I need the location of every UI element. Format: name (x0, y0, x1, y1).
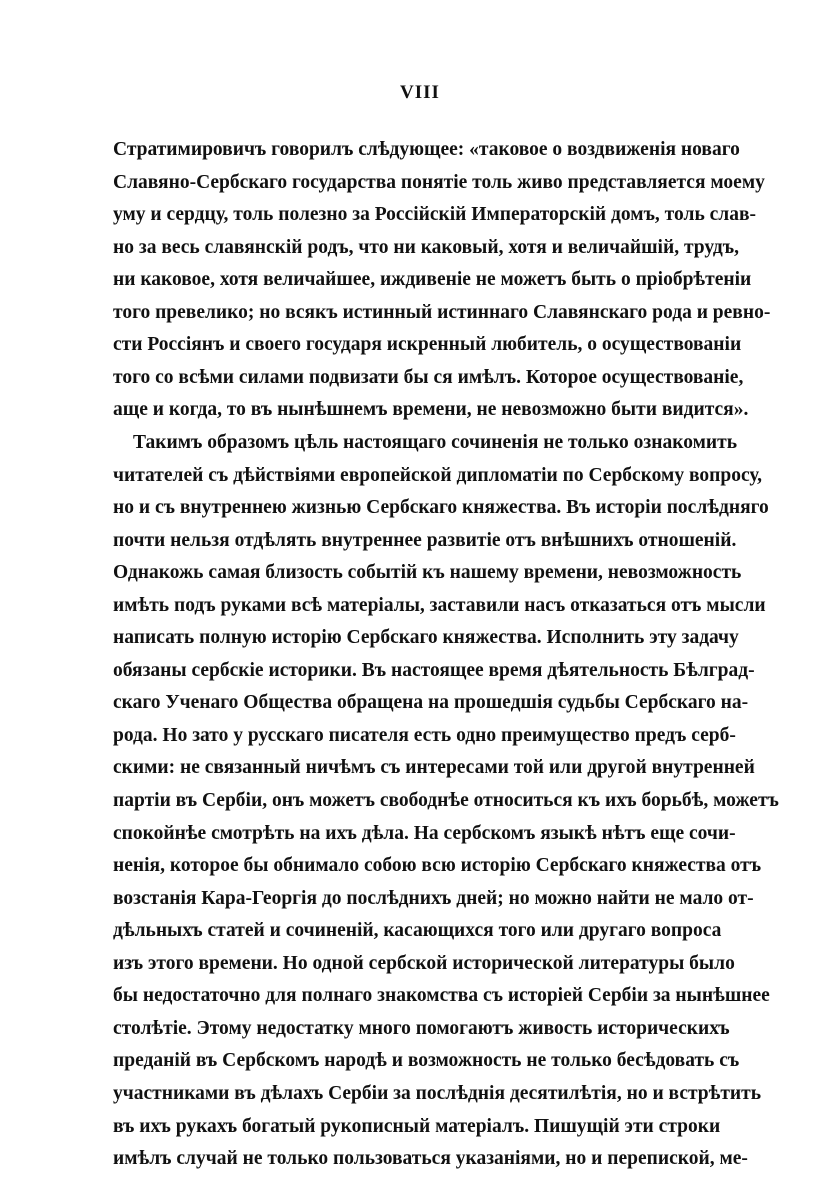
text-line: дѣльныхъ статей и сочиненій, касающихся того или другаго вопроса (113, 920, 722, 942)
text-line: преданій въ Сербскомъ народѣ и возможность не только бесѣдовать съ (113, 1050, 740, 1072)
text-line: въ ихъ рукахъ богатый рукописный матеріалъ. Пишущій эти строки (113, 1115, 721, 1137)
text-line: ненія, которое бы обнимало собою всю исторію Сербскаго княжества отъ (113, 855, 762, 877)
text-line: уму и сердцу, толь полезно за Россійскій Императорскій домъ, толь слав- (113, 204, 756, 226)
text-line: читателей съ дѣйствіями европейской дипломатіи по Сербскому вопросу, (113, 464, 763, 486)
text-line: Славяно-Сербскаго государства понятіе толь живо представляется моему (113, 171, 765, 193)
text-line: участниками въ дѣлахъ Сербіи за послѣднія десятилѣтія, но и встрѣтить (113, 1082, 762, 1104)
text-line: рода. Но зато у русскаго писателя есть одно преимущество предъ серб- (113, 724, 736, 746)
text-line: но и съ внутреннею жизнью Сербскаго княжества. Въ исторіи послѣдняго (113, 497, 769, 519)
text-line: бы недостаточно для полнаго знакомства съ исторіей Сербіи за нынѣшнее (113, 985, 770, 1007)
text-line: написать полную исторію Сербскаго княжества. Исполнить эту задачу (113, 627, 739, 649)
text-line: сти Россіянъ и своего государя искренный любитель, о осуществованіи (113, 334, 742, 356)
text-line: Стратимировичъ говорилъ слѣдующее: «таковое о воздвиженія новаго (113, 139, 740, 160)
text-line: скаго Ученаго Общества обращена на прошедшія судьбы Сербскаго на- (113, 692, 749, 714)
text-line: но за весь славянскій родъ, что ни каковый, хотя и величайшій, трудъ, (113, 236, 739, 258)
text-line: имѣлъ случай не только пользоваться указаніями, но и перепиской, ме- (113, 1148, 748, 1170)
text-line: того превелико; но всякъ истинный истиннаго Славянскаго рода и ревно- (113, 301, 771, 323)
text-line: Однакожь самая близость событій къ нашему времени, невозможность (113, 562, 742, 584)
text-line: ни каковое, хотя величайшее, иждивеніе не можетъ быть о пріобрѣтеніи (113, 269, 752, 291)
text-line: скими: не связанный ничѣмъ съ интересами той или другой внутренней (113, 757, 755, 779)
page-number: VIII (400, 82, 440, 103)
text-line: почти нельзя отдѣлять внутреннее развитіе отъ внѣшнихъ отношеній. (113, 529, 737, 551)
text-line: столѣтіе. Этому недостатку много помогаютъ живость историческихъ (113, 1017, 730, 1039)
text-line: аще и когда, то въ нынѣшнемъ времени, не невозможно быти видится». (113, 399, 749, 421)
text-line: изъ этого времени. Но одной сербской исторической литературы было (113, 952, 735, 974)
text-line: Такимъ образомъ цѣль настоящаго сочиненія не только ознакомить (133, 431, 738, 453)
text-line: спокойнѣе смотрѣть на ихъ дѣла. На сербскомъ языкѣ нѣтъ еще сочи- (113, 822, 736, 844)
text-line: того со всѣми силами подвизати бы ся имѣлъ. Которое осуществованіе, (113, 366, 744, 388)
text-line: партіи въ Сербіи, онъ можетъ свободнѣе относиться къ ихъ борьбѣ, можетъ (113, 790, 779, 811)
text-line: имѣть подъ руками всѣ матеріалы, заставили насъ отказаться отъ мысли (113, 594, 766, 616)
text-line: возстанія Кара-Георгія до послѣднихъ дней; но можно найти не мало от- (113, 887, 754, 909)
text-line: обязаны сербскіе историки. Въ настоящее время дѣятельность Бѣлград- (113, 659, 755, 681)
